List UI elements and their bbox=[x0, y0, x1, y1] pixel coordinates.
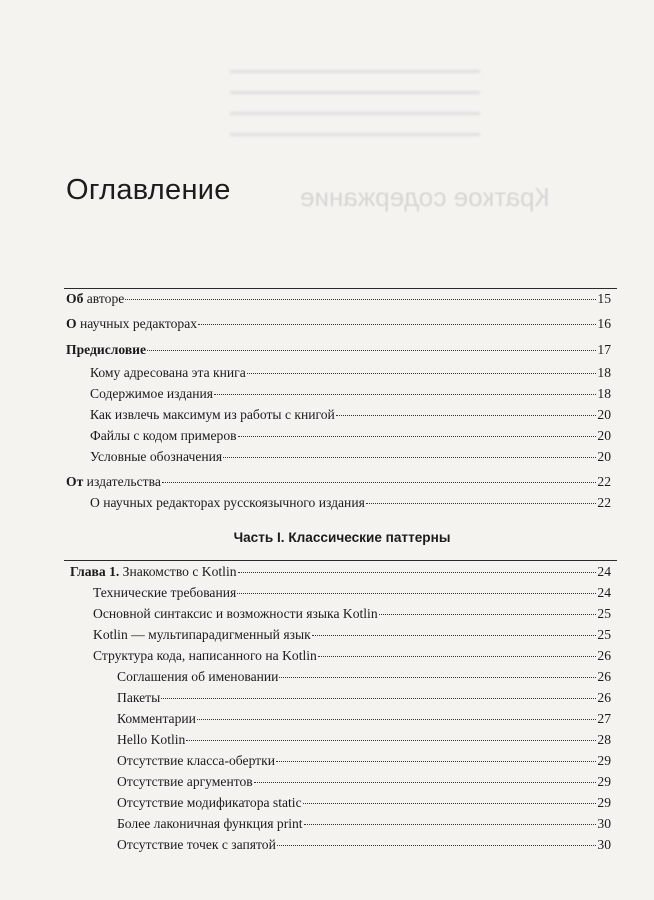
page-number: 24 bbox=[597, 564, 611, 579]
page-number: 18 bbox=[597, 365, 611, 380]
page-number: 29 bbox=[597, 795, 611, 810]
page-number: 27 bbox=[597, 711, 611, 726]
toc-entry[interactable]: Условные обозначения 20 bbox=[90, 449, 611, 464]
page-number: 20 bbox=[597, 428, 611, 443]
page-number: 24 bbox=[597, 585, 611, 600]
toc-entry[interactable]: Отсутствие аргументов 29 bbox=[117, 774, 611, 789]
toc-entry[interactable]: Kotlin — мультипарадигменный язык 25 bbox=[93, 627, 611, 642]
page-number: 20 bbox=[597, 449, 611, 464]
toc-entry[interactable]: Технические требования 24 bbox=[93, 585, 611, 600]
toc-entry[interactable]: Предисловие 17 bbox=[66, 342, 611, 357]
bleed-through-title: Краткое содержание bbox=[300, 182, 550, 212]
page-title: Оглавление bbox=[66, 174, 231, 206]
toc-entry[interactable]: Отсутствие модификатора static 29 bbox=[117, 795, 611, 810]
toc-entry[interactable]: Кому адресована эта книга 18 bbox=[90, 365, 611, 380]
page-number: 26 bbox=[597, 669, 611, 684]
page-number: 15 bbox=[597, 291, 611, 306]
toc-entry[interactable]: Комментарии 27 bbox=[117, 711, 611, 726]
toc-entry[interactable]: Основной синтаксис и возможности языка Kotlin 25 bbox=[93, 606, 611, 621]
toc-entry[interactable]: О научных редакторах 16 bbox=[66, 316, 611, 331]
toc-entry[interactable]: Hello Kotlin 28 bbox=[117, 732, 611, 747]
toc-entry[interactable]: Файлы с кодом примеров 20 bbox=[90, 428, 611, 443]
toc-entry[interactable]: Более лаконичная функция print 30 bbox=[117, 816, 611, 831]
toc-entry[interactable]: Об авторе 15 bbox=[66, 291, 611, 306]
page-number: 25 bbox=[597, 606, 611, 621]
page-number: 22 bbox=[597, 474, 611, 489]
toc-entry[interactable]: Отсутствие точек с запятой 30 bbox=[117, 837, 611, 852]
page-number: 16 bbox=[597, 316, 611, 331]
page-number: 30 bbox=[597, 816, 611, 831]
page-number: 29 bbox=[597, 774, 611, 789]
page-number: 28 bbox=[597, 732, 611, 747]
page-number: 30 bbox=[597, 837, 611, 852]
page-number: 17 bbox=[597, 342, 611, 357]
toc-entry[interactable]: Глава 1. Знакомство с Kotlin 24 bbox=[70, 564, 611, 579]
toc-entry[interactable]: От издательства 22 bbox=[66, 474, 611, 489]
page-number: 26 bbox=[597, 648, 611, 663]
toc-entry[interactable]: Соглашения об именовании 26 bbox=[117, 669, 611, 684]
page-number: 25 bbox=[597, 627, 611, 642]
toc-entry[interactable]: Отсутствие класса-обертки 29 bbox=[117, 753, 611, 768]
toc-entry[interactable]: Структура кода, написанного на Kotlin 26 bbox=[93, 648, 611, 663]
page-number: 22 bbox=[597, 495, 611, 510]
page-number: 20 bbox=[597, 407, 611, 422]
toc-entry[interactable]: Пакеты 26 bbox=[117, 690, 611, 705]
page-number: 26 bbox=[597, 690, 611, 705]
page-number: 29 bbox=[597, 753, 611, 768]
toc-entry[interactable]: Содержимое издания 18 bbox=[90, 386, 611, 401]
part-title: Часть I. Классические паттерны bbox=[233, 530, 451, 545]
toc-entry[interactable]: Как извлечь максимум из работы с книгой 20 bbox=[90, 407, 611, 422]
toc-entry[interactable]: О научных редакторах русскоязычного издания 22 bbox=[90, 495, 611, 510]
page-number: 18 bbox=[597, 386, 611, 401]
